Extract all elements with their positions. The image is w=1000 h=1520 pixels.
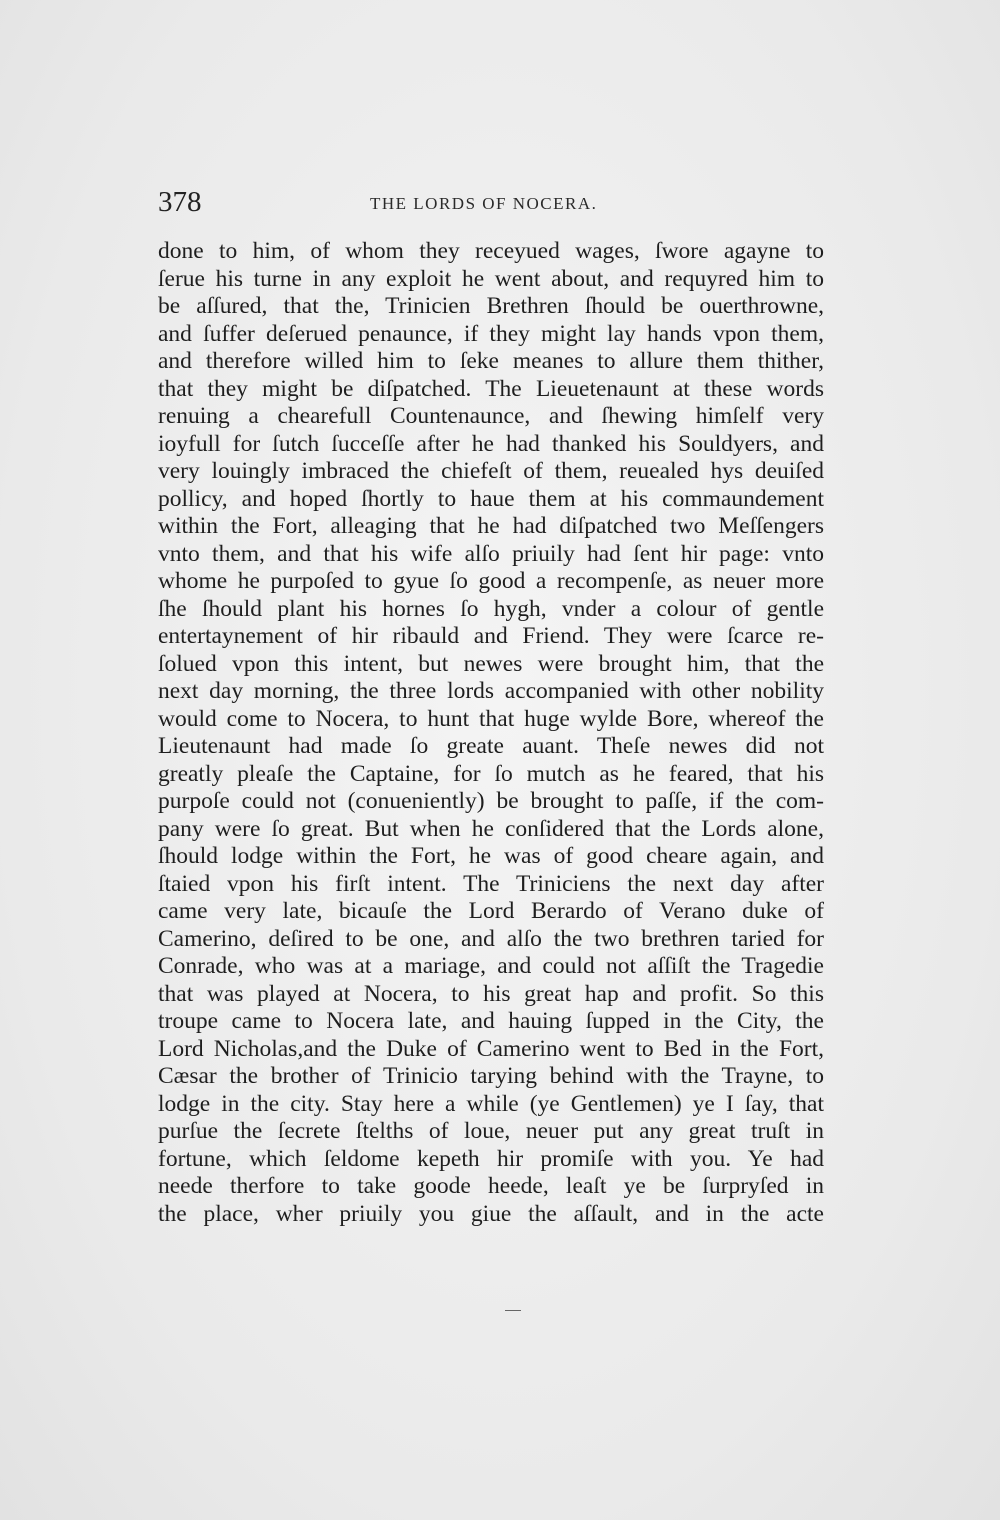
text-line: ſolued vpon this intent, but newes were brought him, that the — [158, 650, 824, 677]
text-line: be aſſured, that the, Trinicien Brethren ſhould be ouerthrowne, — [158, 293, 824, 319]
text-line: Camerino, deſired to be one, and alſo the two brethren taried for — [158, 925, 824, 952]
text-line: whome he purpoſed to gyue ſo good a recompenſe, as neuer more — [158, 568, 824, 594]
text-line: Lieutenaunt had made ſo greate auant. Theſe newes did not — [158, 733, 824, 759]
text-line: within the Fort, alleaging that he had diſpatched two Meſſengers — [158, 513, 824, 539]
text-line: entertaynement of hir ribauld and Friend. They were ſcarce re- — [158, 623, 824, 649]
text-line: ſhe ſhould plant his hornes ſo hygh, vnder a colour of gentle — [158, 595, 824, 622]
text-line: vnto them, and that his wife alſo priuily had ſent hir page: vnto — [158, 540, 824, 567]
body-text — [158, 238, 824, 1228]
text-line: renuing a chearefull Countenaunce, and ſhewing himſelf very — [158, 403, 824, 429]
text-line: purſue the ſecrete ſtelths of loue, neuer put any great truſt in — [158, 1118, 824, 1144]
text-line: Cæsar the brother of Trinicio tarying behind with the Trayne, to — [158, 1063, 824, 1089]
text-line: that was played at Nocera, to his great hap and profit. So this — [158, 980, 824, 1007]
text-line: greatly pleaſe the Captaine, for ſo mutch as he feared, that his — [158, 760, 824, 787]
text-line: and therefore willed him to ſeke meanes to allure them thither, — [158, 348, 824, 374]
text-line: pollicy, and hoped ſhortly to haue them at his commaundement — [158, 485, 824, 512]
running-head — [158, 186, 838, 226]
text-line: ſtaied vpon his firſt intent. The Triniciens the next day after — [158, 870, 824, 897]
text-line: came very late, bicauſe the Lord Berardo of Verano duke of — [158, 898, 824, 924]
text-line: and ſuffer deſerued penaunce, if they might lay hands vpon them, — [158, 320, 824, 347]
text-line: troupe came to Nocera late, and hauing ſupped in the City, the — [158, 1008, 824, 1034]
text-line: Lord Nicholas,and the Duke of Camerino went to Bed in the Fort, — [158, 1035, 824, 1062]
text-line: that they might be diſpatched. The Lieuetenaunt at these words — [158, 375, 824, 402]
text-line: would come to Nocera, to hunt that huge wylde Bore, whereof the — [158, 705, 824, 732]
text-line: ſhould lodge within the Fort, he was of good cheare again, and — [158, 843, 824, 869]
text-line: neede therfore to take goode heede, leaſt ye be ſurpryſed in — [158, 1173, 824, 1199]
text-line: the place, wher priuily you giue the aſſault, and in the acte — [158, 1200, 824, 1227]
text-line: very louingly imbraced the chiefeſt of them, reuealed hys deuiſed — [158, 458, 824, 484]
page-number: 378 — [158, 186, 202, 218]
footer-mark — [505, 1310, 521, 1311]
text-line: pany were ſo great. But when he conſidered that the Lords alone, — [158, 815, 824, 842]
text-line: ioyfull for ſutch ſucceſſe after he had thanked his Souldyers, and — [158, 430, 824, 457]
text-line: fortune, which ſeldome kepeth hir promiſe with you. Ye had — [158, 1145, 824, 1172]
text-line: Conrade, who was at a mariage, and could not aſſiſt the Tragedie — [158, 953, 824, 979]
text-line: next day morning, the three lords accompanied with other nobility — [158, 678, 824, 704]
text-line: purpoſe could not (conueniently) be brought to paſſe, if the com- — [158, 788, 824, 814]
running-title: THE LORDS OF NOCERA. — [370, 194, 598, 213]
text-line: lodge in the city. Stay here a while (ye Gentlemen) ye I ſay, that — [158, 1090, 824, 1117]
text-line: done to him, of whom they receyued wages, ſwore agayne to — [158, 238, 824, 264]
text-line: ſerue his turne in any exploit he went about, and requyred him to — [158, 265, 824, 292]
